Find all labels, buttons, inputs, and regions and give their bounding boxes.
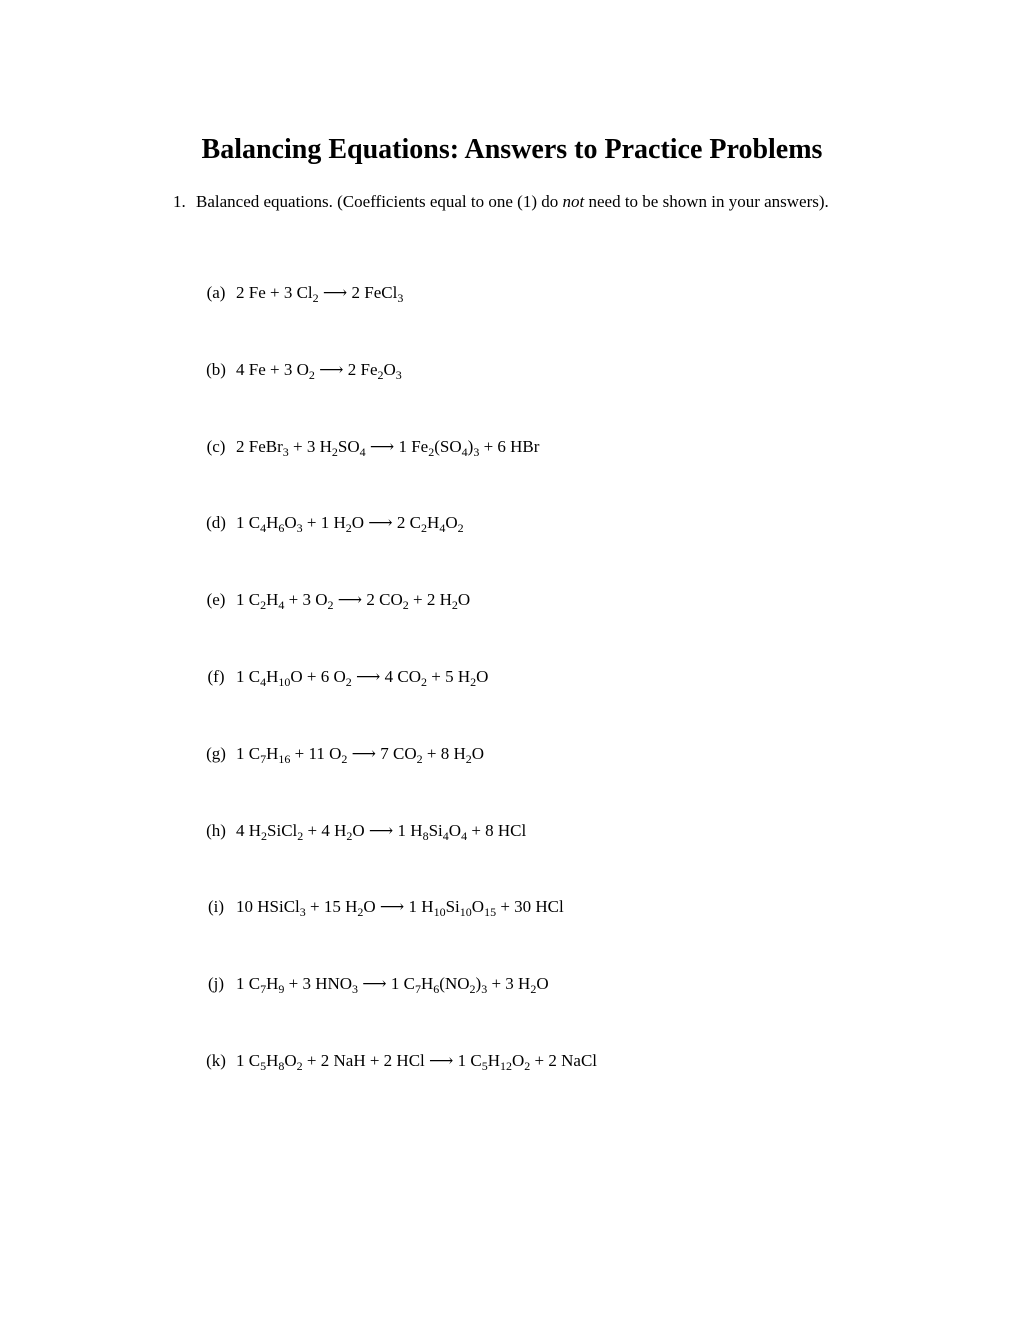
subscript: 10 — [433, 905, 446, 919]
equation-text: 4 $H_2SiCl_2 + 4$ $H_2O$ ⟶ 1 $H_8Si_4O_4 + 8$ HCl — [236, 821, 527, 843]
subscript: 6 — [278, 521, 285, 535]
subscript: 2 — [346, 829, 353, 843]
equation-row — [196, 510, 464, 536]
subscript: 5 — [260, 1059, 267, 1073]
equation-label: (c) — [206, 437, 226, 456]
page-title: Balancing Equations: Answers to Practice Problems — [201, 133, 823, 165]
equation-text: 10 HSiCl$_3$ + 15 $H_2O$ ⟶ 1 $H_{10}Si_{10}O_{15} + 30$ HCl — [236, 897, 564, 919]
subscript: 2 — [421, 675, 428, 689]
equation-label: (a) — [206, 283, 226, 302]
equation-text: 1 $C_5H_8O_2 + 2$ NaH + 2 HCl ⟶ 1 $C_5H_{12}O_2 + 2$ NaCl — [236, 1051, 598, 1073]
equation-row — [196, 434, 539, 460]
equation-label: (e) — [206, 590, 226, 609]
equation-row — [196, 894, 564, 920]
equation-label: (f) — [207, 667, 225, 686]
equation-label: (d) — [206, 513, 226, 532]
subscript: 10 — [459, 905, 472, 919]
subscript: 2 — [457, 521, 464, 535]
subscript: 3 — [296, 521, 303, 535]
subscript: 2 — [421, 521, 428, 535]
subscript: 2 — [416, 752, 423, 766]
problem-text-end: need to be shown in your answers). — [584, 192, 829, 211]
equation-row — [196, 971, 549, 997]
subscript: 3 — [352, 982, 359, 996]
subscript: 3 — [397, 291, 404, 305]
equation-label: (j) — [207, 974, 225, 993]
subscript: 4 — [461, 445, 468, 459]
subscript: 2 — [331, 445, 338, 459]
equation-row — [196, 664, 488, 690]
subscript: 3 — [481, 982, 488, 996]
subscript: 2 — [308, 368, 315, 382]
equation-text: 2 Fe + 3 $Cl_2$ ⟶ 2 FeCl$_3$ — [236, 283, 404, 305]
subscript: 4 — [461, 829, 468, 843]
equation-label: (h) — [206, 821, 226, 840]
equation-text: 1 $C_7H_9 + 3$ $HNO_3$ ⟶ 1 $C_7H_6(NO_2)_3 + 3$ $H_2O$ — [236, 974, 549, 996]
subscript: 4 — [439, 521, 446, 535]
equation-text: 1 $C_4H_6O_3 + 1$ $H_2O$ ⟶ 2 $C_2H_4O_2$ — [236, 513, 464, 535]
equation-text: 4 Fe + 3 $O_2$ ⟶ 2 $Fe_2O_3$ — [236, 360, 402, 382]
equation-text: 1 $C_7H_{16} + 11$ $O_2$ ⟶ 7 $CO_2 + 8$ $H_2O$ — [236, 744, 485, 766]
subscript: 8 — [278, 1059, 285, 1073]
equation-row — [196, 1048, 597, 1074]
subscript: 7 — [415, 982, 422, 996]
equation-label: (i) — [207, 897, 225, 916]
problem-emphasis: not — [562, 192, 585, 211]
subscript: 2 — [428, 445, 435, 459]
subscript: 2 — [341, 752, 348, 766]
subscript: 4 — [260, 675, 267, 689]
subscript: 12 — [500, 1059, 513, 1073]
problem-number: 1. — [173, 192, 186, 211]
subscript: 7 — [260, 982, 267, 996]
equation-row — [196, 587, 470, 613]
subscript: 16 — [278, 752, 291, 766]
subscript: 4 — [278, 598, 285, 612]
subscript: 2 — [261, 829, 268, 843]
subscript: 2 — [470, 675, 477, 689]
subscript: 2 — [312, 291, 319, 305]
equation-text: 1 $C_4H_{10}O + 6$ $O_2$ ⟶ 4 $CO_2 + 5$ $H_2O$ — [236, 667, 489, 689]
subscript: 2 — [465, 752, 472, 766]
subscript: 2 — [345, 521, 352, 535]
equation-label: (k) — [206, 1051, 226, 1070]
subscript: 4 — [260, 521, 267, 535]
equation-label: (g) — [206, 744, 226, 763]
subscript: 2 — [402, 598, 409, 612]
subscript: 2 — [297, 829, 304, 843]
equation-row — [196, 357, 402, 383]
subscript: 2 — [260, 598, 267, 612]
subscript: 3 — [282, 445, 289, 459]
equation-row — [196, 818, 526, 844]
equation-row — [196, 280, 403, 306]
subscript: 3 — [299, 905, 306, 919]
subscript: 7 — [260, 752, 267, 766]
subscript: 6 — [433, 982, 440, 996]
subscript: 2 — [524, 1059, 531, 1073]
subscript: 5 — [481, 1059, 488, 1073]
subscript: 4 — [442, 829, 449, 843]
subscript: 4 — [359, 445, 366, 459]
subscript: 2 — [357, 905, 364, 919]
subscript: 2 — [530, 982, 537, 996]
equation-label: (b) — [206, 360, 226, 379]
subscript: 2 — [469, 982, 476, 996]
problem-text: Balanced equations. (Coefficients equal to one (1) do — [196, 192, 563, 211]
subscript: 10 — [278, 675, 291, 689]
subscript: 2 — [345, 675, 352, 689]
subscript: 3 — [395, 368, 402, 382]
subscript: 15 — [484, 905, 497, 919]
equation-text: 2 FeBr$_3$ + 3 $H_2SO_4$ ⟶ 1 $Fe_2(SO_4)_3 + 6$ HBr — [236, 437, 540, 459]
subscript: 3 — [473, 445, 480, 459]
subscript: 2 — [451, 598, 458, 612]
equation-text: 1 $C_2H_4 + 3$ $O_2$ ⟶ 2 $CO_2 + 2$ $H_2O$ — [236, 590, 471, 612]
subscript: 2 — [327, 598, 334, 612]
equation-row — [196, 741, 484, 767]
subscript: 8 — [422, 829, 429, 843]
subscript: 9 — [278, 982, 285, 996]
subscript: 2 — [377, 368, 384, 382]
subscript: 2 — [296, 1059, 303, 1073]
